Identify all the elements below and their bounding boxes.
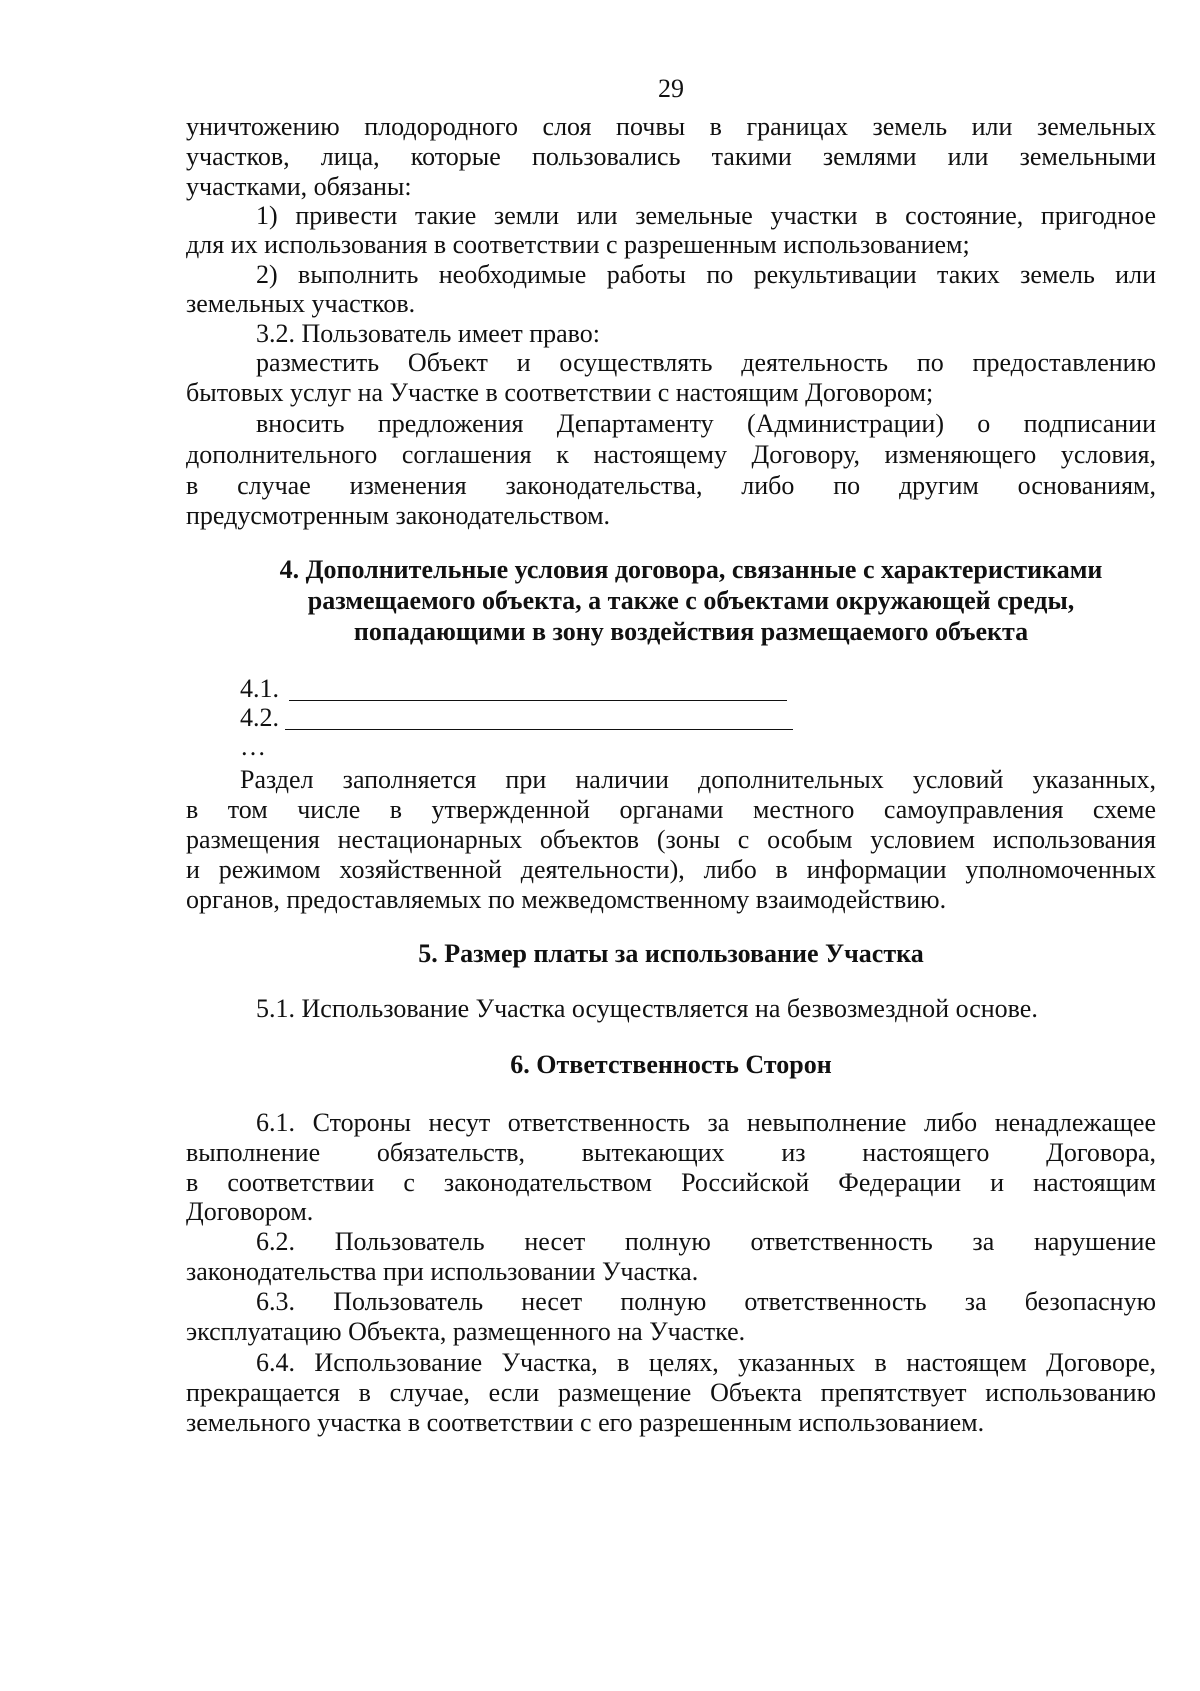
paragraph-line: земельного участка в соответствии с его разрешенным использованием. bbox=[186, 1408, 985, 1437]
paragraph-line: разместить Объект и осуществлять деятельность по предоставлению bbox=[256, 348, 1156, 377]
section-5-heading: 5. Размер платы за использование Участка bbox=[418, 939, 924, 968]
paragraph-line: земельных участков. bbox=[186, 289, 416, 318]
clause-4-2-label: 4.2. bbox=[240, 703, 279, 732]
clause-4-1-label: 4.1. bbox=[240, 674, 279, 703]
section-4-note: органов, предоставляемых по межведомственному взаимодействию. bbox=[186, 885, 947, 914]
section-4-note: в том числе в утвержденной органами местного самоуправления схеме bbox=[186, 795, 1156, 824]
paragraph-line: предусмотренным законодательством. bbox=[186, 501, 611, 530]
paragraph-line: дополнительного соглашения к настоящему Договору, изменяющего условия, bbox=[186, 440, 1156, 469]
clause-6-3: 6.3. Пользователь несет полную ответственность за безопасную bbox=[256, 1287, 1156, 1316]
paragraph-line: участками, обязаны: bbox=[186, 172, 412, 201]
paragraph-line: прекращается в случае, если размещение Объекта препятствует использованию bbox=[186, 1378, 1156, 1407]
section-4-heading: попадающими в зону воздействия размещаемого объекта bbox=[353, 617, 1029, 646]
section-4-note: Раздел заполняется при наличии дополнительных условий указанных, bbox=[240, 765, 1156, 794]
section-4-note: размещения нестационарных объектов (зоны с особым условием использования bbox=[186, 825, 1156, 854]
paragraph-line: уничтожению плодородного слоя почвы в границах земель или земельных bbox=[186, 112, 1156, 141]
paragraph-line: участков, лица, которые пользовались такими землями или земельными bbox=[186, 142, 1156, 171]
page-number: 29 bbox=[658, 74, 684, 103]
paragraph-line: законодательства при использовании Участка. bbox=[186, 1257, 699, 1286]
ellipsis: … bbox=[240, 732, 266, 761]
clause-6-2: 6.2. Пользователь несет полную ответственность за нарушение bbox=[256, 1227, 1156, 1256]
clause-5-1: 5.1. Использование Участка осуществляется на безвозмездной основе. bbox=[256, 994, 1038, 1023]
list-item-2: 2) выполнить необходимые работы по рекультивации таких земель или bbox=[256, 260, 1156, 289]
section-6-heading: 6. Ответственность Сторон bbox=[510, 1050, 832, 1079]
paragraph-line: в случае изменения законодательства, либо по другим основаниям, bbox=[186, 471, 1156, 500]
section-4-heading: 4. Дополнительные условия договора, связанные с характеристиками bbox=[279, 555, 1103, 584]
paragraph-line: в соответствии с законодательством Российской Федерации и настоящим bbox=[186, 1168, 1156, 1197]
list-item-1: 1) привести такие земли или земельные участки в состояние, пригодное bbox=[256, 201, 1156, 230]
paragraph-line: для их использования в соответствии с разрешенным использованием; bbox=[186, 230, 970, 259]
section-4-heading: размещаемого объекта, а также с объектами окружающей среды, bbox=[307, 586, 1075, 615]
paragraph-line: Договором. bbox=[186, 1197, 314, 1226]
clause-3-2: 3.2. Пользователь имеет право: bbox=[256, 319, 601, 348]
paragraph-line: эксплуатацию Объекта, размещенного на Участке. bbox=[186, 1317, 746, 1346]
section-4-note: и режимом хозяйственной деятельности), либо в информации уполномоченных bbox=[186, 855, 1156, 884]
clause-6-4: 6.4. Использование Участка, в целях, указанных в настоящем Договоре, bbox=[256, 1348, 1156, 1377]
paragraph-line: вносить предложения Департаменту (Администрации) о подписании bbox=[256, 409, 1156, 438]
clause-6-1: 6.1. Стороны несут ответственность за невыполнение либо ненадлежащее bbox=[256, 1108, 1156, 1137]
paragraph-line: выполнение обязательств, вытекающих из настоящего Договора, bbox=[186, 1138, 1156, 1167]
clause-4-2-blank-line bbox=[285, 729, 793, 730]
paragraph-line: бытовых услуг на Участке в соответствии с настоящим Договором; bbox=[186, 378, 934, 407]
clause-4-1-blank-line bbox=[289, 700, 787, 701]
